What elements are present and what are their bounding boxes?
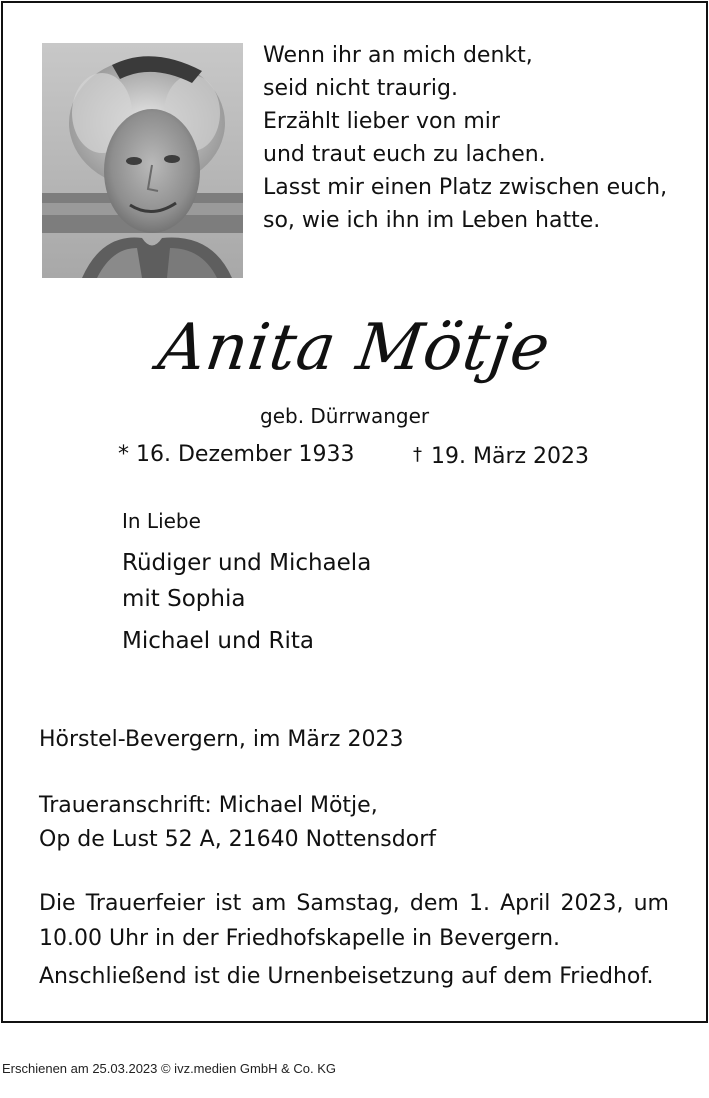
ceremony-word: April <box>500 891 551 916</box>
ceremony-notice <box>39 886 669 994</box>
ceremony-word: am <box>251 891 287 916</box>
mourner-name: Rüdiger und Michaela <box>122 550 372 576</box>
portrait-photo <box>42 43 243 278</box>
address-line: Traueranschrift: Michael Mötje, <box>39 793 378 818</box>
death-date-text: 19. März 2023 <box>431 444 590 469</box>
mourners-intro: In Liebe <box>122 509 201 533</box>
maiden-name: geb. Dürrwanger <box>260 404 430 428</box>
poem-line: Wenn ihr an mich denkt, <box>263 43 533 68</box>
poem-line: seid nicht traurig. <box>263 76 458 101</box>
poem-line: so, wie ich ihn im Leben hatte. <box>263 208 601 233</box>
birth-date <box>118 440 355 470</box>
birth-date-text: 16. Dezember 1933 <box>136 442 355 467</box>
ceremony-word: Trauerfeier <box>85 891 205 916</box>
portrait-photo-icon <box>42 43 243 278</box>
ceremony-word: Die <box>39 891 76 916</box>
ceremony-line: 10.00 Uhr in der Friedhofskapelle in Bevergern. <box>39 926 561 951</box>
ceremony-word: dem <box>409 891 459 916</box>
ceremony-line <box>39 886 669 921</box>
ceremony-word: ist <box>215 891 242 916</box>
ceremony-word: 2023, <box>560 891 624 916</box>
poem <box>263 39 693 237</box>
ceremony-word: um <box>633 891 669 916</box>
mourner-name: Michael und Rita <box>122 628 314 654</box>
publication-footer: Erschienen am 25.03.2023 © ivz.medien GmbH & Co. KG <box>2 1061 337 1076</box>
obituary-frame <box>1 1 708 1023</box>
poem-line: Lasst mir einen Platz zwischen euch, <box>263 175 668 200</box>
mourning-address <box>39 789 436 857</box>
deceased-name: Anita Mötje <box>153 311 556 385</box>
ceremony-line: Anschließend ist die Urnenbeisetzung auf dem Friedhof. <box>39 964 654 989</box>
poem-line: und traut euch zu lachen. <box>263 142 546 167</box>
address-line: Op de Lust 52 A, 21640 Nottensdorf <box>39 827 436 852</box>
ceremony-word: Samstag, <box>296 891 400 916</box>
mourner-name: mit Sophia <box>122 586 246 612</box>
poem-line: Erzählt lieber von mir <box>263 109 500 134</box>
mourners-list <box>122 545 371 659</box>
dagger-icon: † <box>413 444 422 465</box>
death-date <box>413 440 589 472</box>
birth-symbol: * <box>118 442 129 467</box>
place-date: Hörstel-Bevergern, im März 2023 <box>39 727 404 752</box>
ceremony-word: 1. <box>468 891 490 916</box>
